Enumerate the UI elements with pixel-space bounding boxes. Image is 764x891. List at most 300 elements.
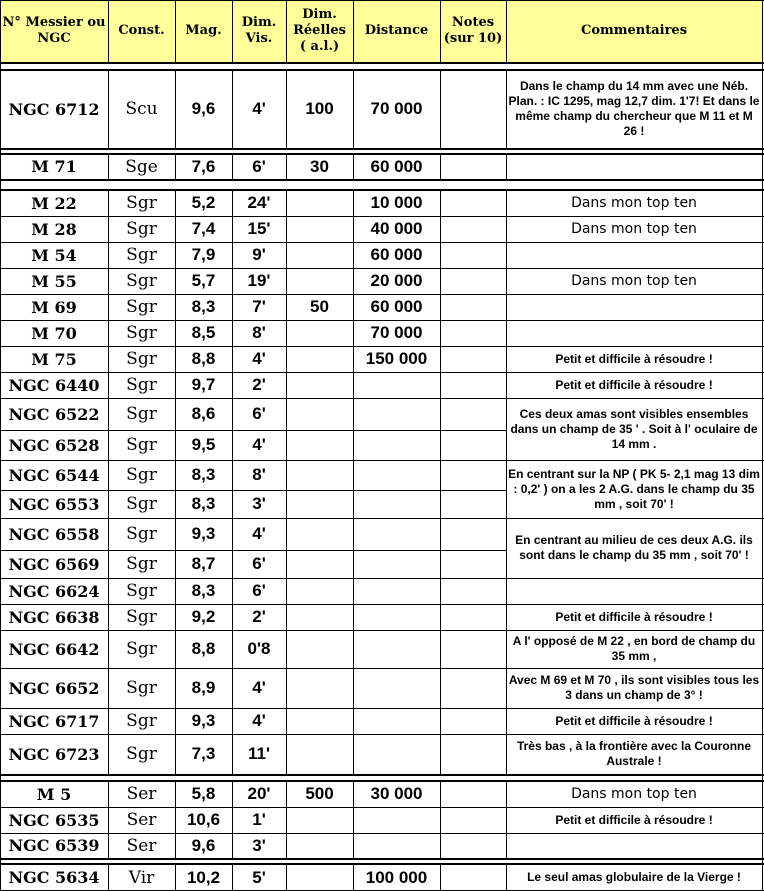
grid-line <box>175 398 176 430</box>
cell-mag: 7,3 <box>191 744 216 763</box>
cell-dimvis: 6' <box>252 581 266 600</box>
cell-notes <box>440 460 506 490</box>
cell-dimvis: 7' <box>252 297 266 316</box>
grid-line <box>108 708 109 734</box>
comment-cell: Petit et difficile à résoudre ! <box>555 351 713 366</box>
grid-line <box>108 578 109 604</box>
cell-notes <box>440 604 506 630</box>
grid-line <box>286 294 287 320</box>
cell-dimreel <box>286 604 353 630</box>
grid-line <box>506 320 507 346</box>
cell-id: M 70 <box>31 323 77 343</box>
grid-line <box>440 781 441 807</box>
grid-line <box>762 0 763 891</box>
cell-dimvis: 5' <box>252 867 266 887</box>
grid-line <box>286 320 287 346</box>
cell-notes <box>440 268 506 294</box>
cell-notes <box>440 708 506 734</box>
cell-dist <box>353 430 440 460</box>
cell-dist <box>353 604 440 630</box>
grid-line <box>440 216 441 242</box>
cell-notes <box>440 190 506 216</box>
grid-line <box>353 460 354 490</box>
grid-line <box>353 708 354 734</box>
cell-dist <box>353 372 440 398</box>
cell-dimvis: 15' <box>247 219 271 238</box>
cell-mag: 5,8 <box>191 784 216 803</box>
grid-line <box>353 490 354 518</box>
comment-cell <box>506 242 762 268</box>
cell-dimvis: 20' <box>247 784 271 803</box>
cell-dimvis: 6' <box>252 554 266 573</box>
cell-const: Sgr <box>126 711 157 731</box>
grid-line <box>232 630 233 668</box>
cell-dimvis: 4' <box>252 711 266 730</box>
grid-line <box>108 734 109 774</box>
cell-dist <box>353 668 440 708</box>
cell-const: Sgr <box>126 404 157 424</box>
grid-line <box>0 0 764 1</box>
header-mag: Mag. <box>175 0 232 62</box>
cell-notes <box>440 242 506 268</box>
cell-dimreel <box>286 734 353 774</box>
grid-line <box>506 734 764 735</box>
cell-id: NGC 6558 <box>8 524 100 544</box>
grid-line <box>506 190 507 216</box>
cell-mag: 10,2 <box>186 867 221 887</box>
grid-line <box>232 550 233 578</box>
grid-line <box>0 807 506 808</box>
grid-line <box>232 807 233 833</box>
cell-mag: 9,3 <box>191 711 216 730</box>
cell-dimreel: 100 <box>305 99 334 118</box>
cell-notes <box>440 668 506 708</box>
grid-line <box>232 242 233 268</box>
comment-cell <box>506 294 762 320</box>
grid-line <box>506 70 507 148</box>
cell-notes <box>440 550 506 578</box>
grid-line <box>506 864 507 891</box>
grid-line <box>353 807 354 833</box>
cell-id: NGC 6528 <box>8 435 100 455</box>
grid-line <box>108 550 109 578</box>
cell-notes <box>440 430 506 460</box>
grid-line <box>232 604 233 630</box>
cell-notes <box>440 833 506 858</box>
cell-id: NGC 6723 <box>8 744 100 764</box>
grid-line <box>506 807 764 808</box>
grid-line <box>108 320 109 346</box>
grid-line <box>175 833 176 858</box>
grid-line <box>506 833 764 834</box>
cell-mag: 8,3 <box>191 297 216 316</box>
comment-cell: Dans mon top ten <box>571 220 697 237</box>
cell-dimreel <box>286 430 353 460</box>
cell-dimreel <box>286 864 353 891</box>
grid-line <box>232 734 233 774</box>
cell-mag: 8,8 <box>191 639 216 658</box>
cell-dimreel: 50 <box>310 297 329 316</box>
cell-notes <box>440 294 506 320</box>
header-dimreel: Dim. Réelles ( a.l.) <box>286 0 353 62</box>
comment-cell: Petit et difficile à résoudre ! <box>555 713 713 728</box>
cell-dimvis: 24' <box>247 193 271 212</box>
grid-line <box>440 604 441 630</box>
grid-line <box>0 148 764 150</box>
grid-line <box>440 70 441 148</box>
grid-line <box>286 346 287 372</box>
grid-line <box>440 807 441 833</box>
grid-line <box>175 190 176 216</box>
cell-mag: 9,3 <box>191 524 216 543</box>
cell-const: Sgr <box>126 465 157 485</box>
grid-line <box>506 668 764 669</box>
grid-line <box>506 398 764 399</box>
grid-line <box>0 320 506 321</box>
grid-line <box>286 807 287 833</box>
grid-line <box>506 668 507 708</box>
cell-dimreel <box>286 346 353 372</box>
cell-dimvis: 8' <box>252 465 266 484</box>
cell-dimreel <box>286 460 353 490</box>
grid-line <box>232 833 233 858</box>
grid-line <box>232 398 233 430</box>
cell-id: M 71 <box>31 157 77 176</box>
cell-mag: 9,6 <box>191 99 216 118</box>
grid-line <box>175 668 176 708</box>
cell-id: NGC 6440 <box>8 375 100 395</box>
grid-line <box>232 70 233 148</box>
cell-dist: 100 000 <box>365 867 428 887</box>
cell-id: NGC 6642 <box>8 639 100 659</box>
grid-line <box>286 154 287 179</box>
cell-dimvis: 6' <box>252 156 266 176</box>
cell-notes <box>440 70 506 148</box>
grid-line <box>175 268 176 294</box>
grid-line <box>286 578 287 604</box>
grid-line <box>0 578 506 579</box>
cell-mag: 8,3 <box>191 465 216 484</box>
grid-line <box>506 708 764 709</box>
cell-id: NGC 6539 <box>8 836 100 855</box>
comment-cell: Petit et difficile à résoudre ! <box>555 377 713 392</box>
grid-line <box>353 216 354 242</box>
cell-id: NGC 6638 <box>8 607 100 627</box>
grid-line <box>353 833 354 858</box>
comment-cell: A l' opposé de M 22 , en bord de champ du 35 mm , <box>512 634 756 663</box>
cell-dimvis: 11' <box>247 744 270 763</box>
grid-line <box>175 294 176 320</box>
grid-line <box>286 216 287 242</box>
grid-line <box>440 0 441 62</box>
grid-line <box>440 460 441 490</box>
cell-id: M 55 <box>31 271 77 291</box>
grid-line <box>175 242 176 268</box>
comment-cell: En centrant au milieu de ces deux A.G. ils sont dans le champ du 35 mm , soit 70' ! <box>515 533 753 562</box>
grid-line <box>175 604 176 630</box>
grid-line <box>232 864 233 891</box>
cell-dist: 40 000 <box>370 219 423 238</box>
header-id: N° Messier ou NGC <box>0 0 108 62</box>
grid-line <box>286 864 287 891</box>
grid-line <box>506 708 507 734</box>
comment-cell <box>506 578 762 604</box>
cell-mag: 8,6 <box>191 404 216 423</box>
comment-cell: Dans le champ du 14 mm avec une Néb. Plan. : IC 1295, mag 12,7 dim. 1'7! Et dans le même champ du chercheur que M 11 et M 26 ! <box>508 79 760 138</box>
cell-notes <box>440 154 506 179</box>
cell-const: Vir <box>128 867 155 888</box>
grid-line <box>440 708 441 734</box>
cell-notes <box>440 320 506 346</box>
grid-line <box>175 781 176 807</box>
grid-line <box>175 630 176 668</box>
cell-dimreel <box>286 833 353 858</box>
grid-line <box>506 294 764 295</box>
grid-line <box>108 781 109 807</box>
cell-mag: 8,3 <box>191 494 216 513</box>
cell-id: NGC 6712 <box>8 99 100 119</box>
comment-cell: En centrant sur la NP ( PK 5- 2,1 mag 13 dim : 0,2' ) on a les 2 A.G. dans le champ du 35 mm , soit 70' ! <box>508 466 760 511</box>
cell-id: NGC 6535 <box>8 810 100 830</box>
cell-const: Sgr <box>126 219 157 239</box>
grid-line <box>0 518 506 519</box>
grid-line <box>108 190 109 216</box>
cell-dist <box>353 833 440 858</box>
cell-id: M 5 <box>36 784 72 804</box>
cell-const: Sgr <box>126 494 157 514</box>
grid-line <box>0 490 506 491</box>
grid-line <box>440 320 441 346</box>
cell-mag: 9,6 <box>191 835 216 855</box>
grid-line <box>108 630 109 668</box>
cell-dist <box>353 630 440 668</box>
grid-line <box>506 833 507 858</box>
grid-line <box>108 372 109 398</box>
grid-line <box>108 604 109 630</box>
cell-const: Ser <box>126 784 157 804</box>
comment-cell <box>506 154 762 179</box>
comment-cell: Petit et difficile à résoudre ! <box>555 609 713 624</box>
cell-const: Sgr <box>126 554 157 574</box>
grid-line <box>506 578 764 579</box>
header-com: Commentaires <box>506 0 762 62</box>
grid-line <box>0 294 506 295</box>
grid-line <box>506 490 507 518</box>
grid-line <box>440 490 441 518</box>
cell-dimvis: 3' <box>252 494 266 513</box>
cell-const: Ser <box>126 835 157 856</box>
cell-const: Sge <box>125 156 158 177</box>
grid-line <box>286 550 287 578</box>
grid-line <box>108 518 109 550</box>
cell-dist: 10 000 <box>370 193 423 212</box>
cell-notes <box>440 398 506 430</box>
grid-line <box>175 430 176 460</box>
cell-id: M 54 <box>31 245 77 265</box>
cell-mag: 9,5 <box>191 435 216 454</box>
grid-line <box>353 190 354 216</box>
cell-const: Sgr <box>126 435 157 455</box>
grid-line <box>353 864 354 891</box>
grid-line <box>0 216 506 217</box>
cell-dist: 60 000 <box>370 297 423 316</box>
grid-line <box>175 460 176 490</box>
cell-dist: 70 000 <box>370 323 423 342</box>
grid-line <box>232 460 233 490</box>
grid-line <box>175 550 176 578</box>
cell-dist: 60 000 <box>370 245 423 264</box>
cell-const: Sgr <box>126 349 157 369</box>
grid-line <box>0 62 764 64</box>
grid-line <box>440 294 441 320</box>
cell-id: NGC 6624 <box>8 581 100 601</box>
grid-line <box>506 0 507 62</box>
grid-line <box>286 833 287 858</box>
cell-dist <box>353 807 440 833</box>
grid-line <box>440 398 441 430</box>
cell-mag: 8,7 <box>191 554 216 573</box>
grid-line <box>440 864 441 891</box>
cell-notes <box>440 216 506 242</box>
cell-dimreel <box>286 518 353 550</box>
grid-line <box>286 734 287 774</box>
grid-line <box>108 460 109 490</box>
cell-dist <box>353 550 440 578</box>
cell-dimreel <box>286 708 353 734</box>
grid-line <box>232 490 233 518</box>
grid-line <box>108 833 109 858</box>
header-const: Const. <box>108 0 175 62</box>
grid-line <box>175 708 176 734</box>
grid-line <box>353 398 354 430</box>
cell-mag: 7,6 <box>191 156 216 176</box>
grid-line <box>175 154 176 179</box>
grid-line <box>232 320 233 346</box>
grid-line <box>506 734 507 774</box>
cell-dimvis: 4' <box>252 349 266 368</box>
cell-dimreel <box>286 242 353 268</box>
cell-mag: 8,3 <box>191 581 216 600</box>
grid-line <box>108 216 109 242</box>
cell-notes <box>440 734 506 774</box>
grid-line <box>232 372 233 398</box>
cell-id: M 69 <box>31 297 77 317</box>
grid-line <box>0 708 506 709</box>
grid-line <box>175 70 176 148</box>
cell-notes <box>440 372 506 398</box>
cell-id: NGC 6553 <box>8 494 100 514</box>
cell-notes <box>440 781 506 807</box>
cell-const: Ser <box>126 810 157 830</box>
grid-line <box>286 630 287 668</box>
grid-line <box>108 490 109 518</box>
cell-dimreel: 30 <box>310 156 329 176</box>
header-dist: Distance <box>353 0 440 62</box>
grid-line <box>506 372 507 398</box>
grid-line <box>0 734 506 735</box>
grid-line <box>108 242 109 268</box>
grid-line <box>175 216 176 242</box>
grid-line <box>0 774 764 776</box>
grid-line <box>108 154 109 179</box>
comment-cell: Dans mon top ten <box>571 785 697 802</box>
cell-dimreel <box>286 490 353 518</box>
comment-cell: Dans mon top ten <box>571 272 697 289</box>
grid-line <box>440 550 441 578</box>
grid-line <box>175 372 176 398</box>
grid-line <box>440 190 441 216</box>
comment-cell: Dans mon top ten <box>571 194 697 211</box>
grid-line <box>440 372 441 398</box>
grid-line <box>0 346 506 347</box>
grid-line <box>506 604 507 630</box>
header-dimvis: Dim. Vis. <box>232 0 286 62</box>
cell-dimreel <box>286 550 353 578</box>
cell-dimvis: 6' <box>252 404 266 423</box>
grid-line <box>232 430 233 460</box>
cell-const: Sgr <box>126 323 157 343</box>
cell-dimreel <box>286 807 353 833</box>
grid-line <box>0 153 764 155</box>
grid-line <box>286 781 287 807</box>
grid-line <box>353 242 354 268</box>
grid-line <box>175 518 176 550</box>
grid-line <box>0 69 764 71</box>
grid-line <box>440 630 441 668</box>
grid-line <box>0 372 506 373</box>
comment-cell: Petit et difficile à résoudre ! <box>555 812 713 827</box>
grid-line <box>232 294 233 320</box>
cell-const: Sgr <box>126 245 157 265</box>
grid-line <box>175 346 176 372</box>
comment-cell <box>506 320 762 346</box>
grid-line <box>506 268 764 269</box>
grid-line <box>0 833 506 834</box>
comment-cell: Avec M 69 et M 70 , ils sont visibles tous les 3 dans un champ de 3° ! <box>508 673 760 702</box>
grid-line <box>506 630 507 668</box>
grid-line <box>440 242 441 268</box>
cell-dimreel <box>286 216 353 242</box>
grid-line <box>286 0 287 62</box>
grid-line <box>175 578 176 604</box>
cell-dimvis: 1' <box>252 810 266 829</box>
cell-mag: 8,9 <box>191 678 216 697</box>
grid-line <box>353 668 354 708</box>
grid-line <box>353 268 354 294</box>
grid-line <box>232 781 233 807</box>
grid-line <box>175 734 176 774</box>
grid-line <box>506 216 764 217</box>
cell-dimvis: 9' <box>252 245 266 264</box>
cell-mag: 10,6 <box>186 810 221 829</box>
cell-id: NGC 5634 <box>8 868 100 887</box>
comment-cell: Très bas , à la frontière avec la Couronne Australe ! <box>516 739 752 768</box>
grid-line <box>0 604 506 605</box>
grid-line <box>0 858 764 860</box>
grid-line <box>286 242 287 268</box>
cell-const: Sgr <box>126 607 157 627</box>
cell-notes <box>440 864 506 891</box>
grid-line <box>353 578 354 604</box>
cell-mag: 7,4 <box>191 219 216 238</box>
cell-dimvis: 2' <box>252 375 266 394</box>
cell-mag: 9,7 <box>191 375 216 394</box>
cell-id: M 22 <box>31 193 77 213</box>
grid-line <box>506 430 507 460</box>
cell-id: M 28 <box>31 219 77 239</box>
grid-line <box>506 242 764 243</box>
grid-line <box>440 833 441 858</box>
